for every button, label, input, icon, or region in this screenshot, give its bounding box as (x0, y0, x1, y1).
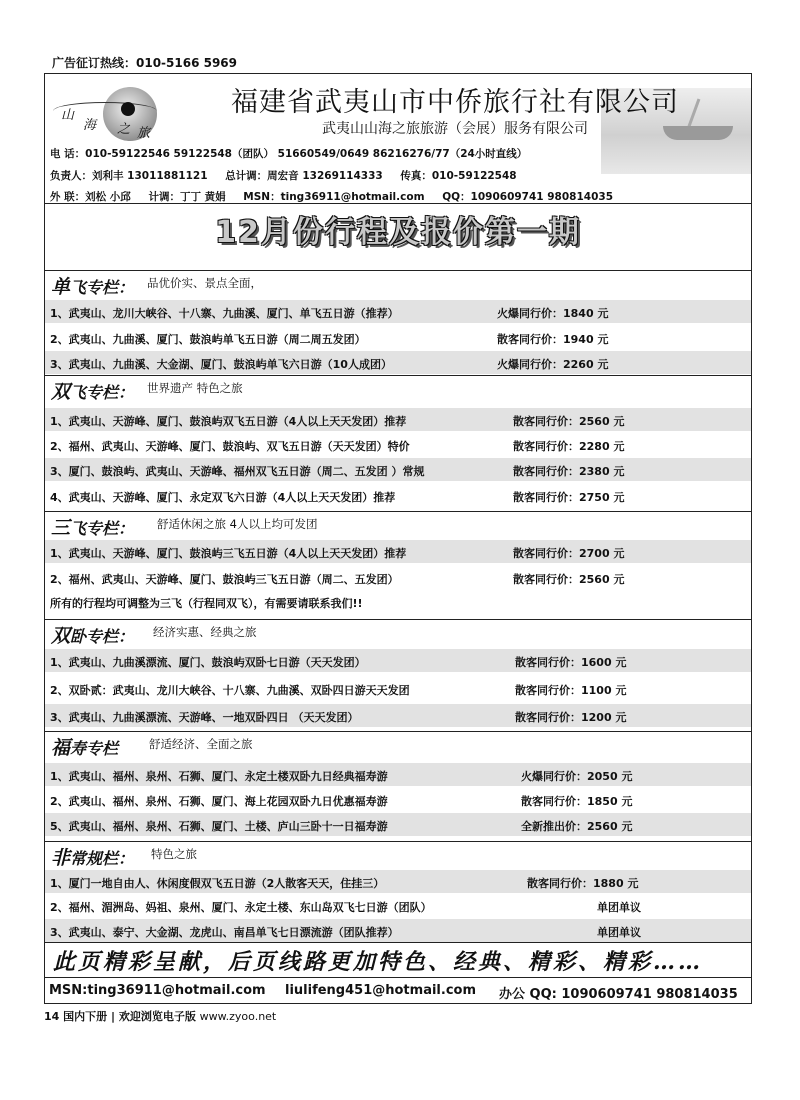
contact-leaders: 负责人：刘利丰 13011881121 总计调：周宏音 13269114333 传真：010-59122548 (50, 170, 517, 182)
section-header-sleeper: 双卧专栏： 经济实惠、经典之旅 (45, 619, 751, 641)
footer-contacts (45, 977, 751, 1003)
table-row: 3、武夷山、九曲溪漂流、天游峰、一地双卧四日 （天天发团） 散客同行价：1200 元 (45, 704, 751, 727)
table-row: 1、厦门一地自由人、休闲度假双飞五日游（2人散客天天，住挂三） 散客同行价：1880 元 (45, 870, 751, 893)
company-subtitle: 武夷山山海之旅旅游（会展）服务有限公司 (322, 121, 588, 137)
footer-email: liulifeng451@hotmail.com (285, 983, 477, 998)
page-footer (44, 1008, 276, 1024)
logo: 山 海 之 旅 (53, 84, 157, 142)
table-row: 3、武夷山、九曲溪、大金湖、厦门、鼓浪屿单飞六日游（10人成团） 火爆同行价：2260 元 (45, 351, 751, 374)
table-row: 1、武夷山、龙川大峡谷、十八寨、九曲溪、厦门、单飞五日游（推荐） 火爆同行价：1840 元 (45, 300, 751, 323)
ad-hotline: 广告征订热线：010-5166 5969 (52, 56, 238, 70)
footer-msn: MSN:ting36911@hotmail.com (49, 983, 266, 998)
page-frame (44, 73, 752, 1004)
contact-phone: 电 话：010-59122546 59122548（团队） 51660549/0649 86216276/77（24小时直线） (50, 148, 528, 160)
table-row: 2、武夷山、福州、泉州、石狮、厦门、海上花园双卧九日优惠福寿游 散客同行价：1850 元 (50, 795, 633, 808)
contact-liaison: 外 联：刘松 小邱 计调：丁丁 黄娟 MSN：ting36911@hotmail.com QQ：1090609741 980814035 (50, 191, 614, 203)
table-row: 2、双卧贰：武夷山、龙川大峡谷、十八寨、九曲溪、双卧四日游天天发团 散客同行价：1100 元 (50, 684, 627, 697)
table-row: 3、厦门、鼓浪屿、武夷山、天游峰、福州双飞五日游（周二、五发团 ）常规 散客同行价：2380 元 (45, 458, 751, 481)
table-row: 2、福州、武夷山、天游峰、厦门、鼓浪屿、双飞五日游（天天发团）特价 散客同行价：2280 元 (50, 440, 625, 453)
slogan-banner: 此页精彩呈献，后页线路更加特色、经典、精彩、精彩…… (45, 942, 751, 976)
section-header-double-flight: 双飞专栏： 世界遗产 特色之旅 (45, 375, 751, 397)
footer-qq: 办公 QQ: 1090609741 980814035 (499, 987, 738, 1002)
table-row: 2、福州、湄洲岛、妈祖、泉州、厦门、永定土楼、东山岛双飞七日游（团队） 单团单议 (50, 901, 641, 914)
section-header-special: 非常规栏： 特色之旅 (45, 841, 751, 863)
table-row: 5、武夷山、福州、泉州、石狮、厦门、土楼、庐山三卧十一日福寿游 全新推出价：2560 元 (45, 813, 751, 836)
table-row: 4、武夷山、天游峰、厦门、永定双飞六日游（4人以上天天发团）推荐 散客同行价：2750 元 (50, 491, 625, 504)
table-row: 2、福州、武夷山、天游峰、厦门、鼓浪屿三飞五日游（周二、五发团） 散客同行价：2560 元 (50, 573, 625, 586)
company-header (45, 74, 751, 204)
page-footer-label: 14 国内下册 | 欢迎浏览电子版 (44, 1010, 196, 1023)
table-row: 1、武夷山、天游峰、厦门、鼓浪屿双飞五日游（4人以上天天发团）推荐 散客同行价：2560 元 (45, 408, 751, 431)
company-name: 福建省武夷山市中侨旅行社有限公司 (231, 87, 679, 118)
table-row: 1、武夷山、九曲溪漂流、厦门、鼓浪屿双卧七日游（天天发团） 散客同行价：1600 元 (45, 649, 751, 672)
section-header-triple-flight: 三飞专栏： 舒适休闲之旅 4人以上均可发团 (45, 511, 751, 533)
table-row: 1、武夷山、天游峰、厦门、鼓浪屿三飞五日游（4人以上天天发团）推荐 散客同行价：2700 元 (45, 540, 751, 563)
table-row: 3、武夷山、泰宁、大金湖、龙虎山、南昌单飞七日漂流游（团队推荐） 单团单议 (45, 919, 751, 942)
section-header-fushou: 福寿专栏 舒适经济、全面之旅 (45, 731, 751, 753)
page-headline: 12月份行程及报价第一期 (215, 215, 581, 250)
table-row: 2、武夷山、九曲溪、厦门、鼓浪屿单飞五日游（周二周五发团） 散客同行价：1940 元 (50, 333, 609, 346)
section-header-single-flight: 单飞专栏： 品优价实、景点全面， (45, 270, 751, 292)
section-note: 所有的行程均可调整为三飞（行程同双飞），有需要请联系我们!! (50, 597, 363, 610)
table-row: 1、武夷山、福州、泉州、石狮、厦门、永定土楼双卧九日经典福寿游 火爆同行价：2050 元 (45, 763, 751, 786)
website-link[interactable]: www.zyoo.net (199, 1010, 277, 1023)
